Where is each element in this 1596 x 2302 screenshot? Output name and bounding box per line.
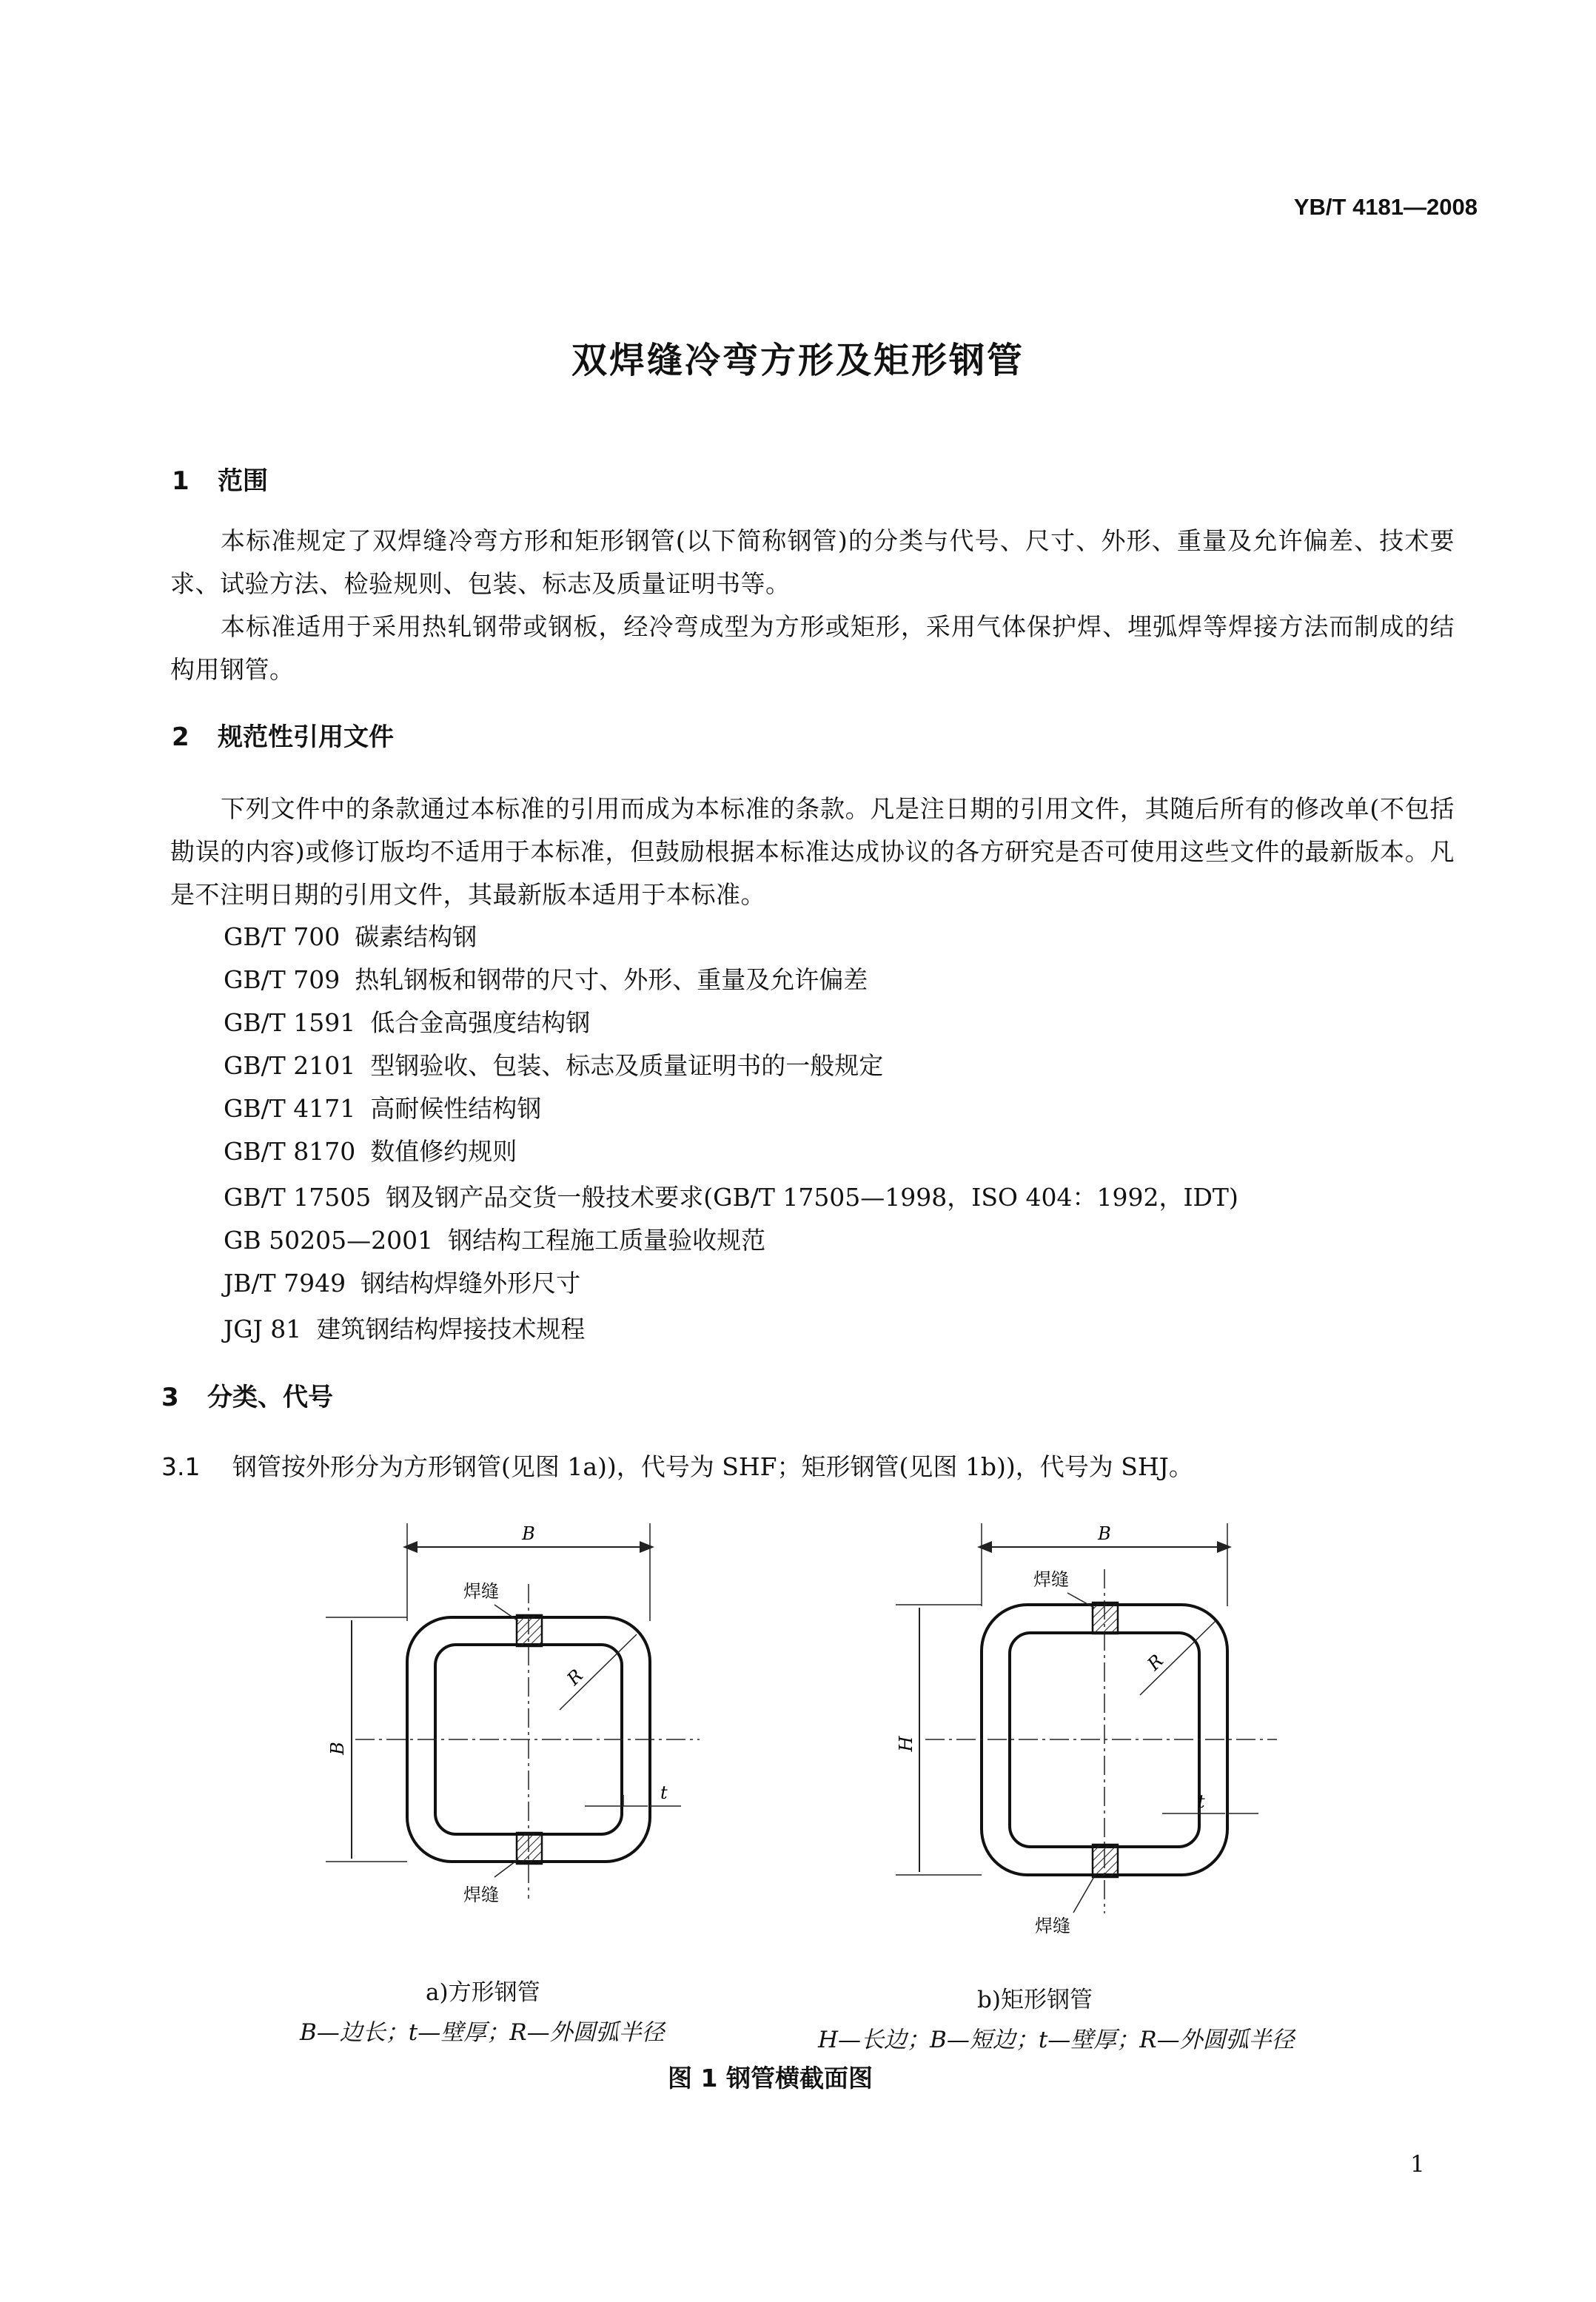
reference-code: GB 50205—2001 [224,1226,434,1255]
radius-label: R [1143,1650,1168,1675]
document-title: 双焊缝冷弯方形及矩形钢管 [571,340,1025,381]
thickness-label: t [1198,1791,1205,1812]
figure-1b-caption: b)矩形钢管 [977,1987,1093,2013]
figure-1a-caption: a)方形钢管 [426,1979,540,2006]
reference-item [224,918,477,953]
reference-item [224,1004,590,1038]
reference-title: 低合金高强度结构钢 [370,1008,591,1037]
reference-code: GB/T 17505 [224,1183,372,1212]
clause-text: 钢管按外形分为方形钢管(见图 1a))，代号为 SHF；矩形钢管(见图 1b))，代号为 SHJ。 [232,1452,1193,1481]
reference-code: GB/T 700 [224,922,341,951]
reference-title: 建筑钢结构焊接技术规程 [316,1315,586,1343]
reference-title: 碳素结构钢 [355,922,477,951]
reference-title: 热轧钢板和钢带的尺寸、外形、重量及允许偏差 [355,965,868,994]
figure-1a-square-tube [296,1510,711,1925]
section-number: 1 [172,466,190,496]
section-1-paragraph-1: 本标准规定了双焊缝冷弯方形和矩形钢管(以下简称钢管)的分类与代号、尺寸、外形、重量及允许偏差、技术要求、试验方法、检验规则、包装、标志及质量证明书等。 [170,526,1455,598]
page-number: 1 [1410,2151,1425,2178]
reference-item [224,1310,585,1345]
reference-item [224,1090,541,1124]
reference-title: 钢结构焊缝外形尺寸 [361,1269,581,1298]
section-title: 范围 [218,466,268,496]
reference-item [224,1047,883,1081]
section-1-paragraph-2: 本标准适用于采用热轧钢带或钢板，经冷弯成型为方形或矩形，采用气体保护焊、埋弧焊等焊接方法而制成的结构用钢管。 [170,612,1455,684]
reference-code: GB/T 8170 [224,1137,356,1166]
reference-code: JB/T 7949 [224,1269,346,1298]
weld-label-bottom: 焊缝 [463,1885,499,1905]
reference-item [224,1178,1238,1213]
weld-block-top [1093,1603,1118,1634]
reference-item [224,1264,580,1299]
reference-item [224,1132,517,1167]
reference-title: 数值修约规则 [370,1137,517,1166]
dimension-label-height: B [327,1742,348,1755]
reference-code: JGJ 81 [224,1315,302,1343]
section-number: 3 [161,1383,179,1412]
figure-1b-rectangular-tube [874,1510,1288,1936]
dimension-label-width: B [522,1523,535,1544]
weld-block-bottom [517,1833,542,1864]
weld-block-bottom [1093,1845,1118,1877]
section-3-heading [161,1377,333,1413]
standard-code: YB/T 4181—2008 [1293,194,1478,220]
weld-block-top [517,1615,542,1646]
reference-item [224,1221,765,1256]
dimension-label-width: B [1098,1523,1111,1544]
figure-1b-legend: H—长边；B—短边；t—壁厚；R—外圆弧半径 [818,2027,1295,2053]
reference-title: 高耐候性结构钢 [370,1094,542,1123]
section-number: 2 [172,722,190,752]
thickness-label: t [660,1782,668,1803]
section-1-heading [172,460,268,497]
section-title: 规范性引用文件 [218,722,394,752]
figure-1a-legend: B—边长；t—壁厚；R—外圆弧半径 [300,2019,665,2046]
reference-code: GB/T 2101 [224,1051,356,1080]
reference-title: 型钢验收、包装、标志及质量证明书的一般规定 [370,1051,884,1080]
reference-title: 钢结构工程施工质量验收规范 [448,1226,766,1255]
section-title: 分类、代号 [207,1383,333,1412]
reference-code: GB/T 1591 [224,1008,356,1037]
dimension-label-height: H [896,1736,916,1752]
weld-label-bottom: 焊缝 [1035,1916,1070,1936]
weld-label-top: 焊缝 [463,1581,499,1602]
reference-title: 钢及钢产品交货一般技术要求(GB/T 17505—1998，ISO 404：1992，IDT) [386,1183,1238,1212]
section-2-paragraph: 下列文件中的条款通过本标准的引用而成为本标准的条款。凡是注日期的引用文件，其随后所有的修改单(不包括勘误的内容)或修订版均不适用于本标准，但鼓励根据本标准达成协议的各方研究是否可使用这些文件的最新版本。凡是不注明日期的引用文件，其最新版本适用于本标准。 [170,794,1455,909]
reference-item [224,961,868,996]
clause-3-1 [161,1448,1193,1483]
section-2-heading [172,717,394,753]
radius-label: R [563,1665,588,1690]
clause-number: 3.1 [161,1452,201,1481]
figure-title: 图 1 钢管横截面图 [668,2064,873,2093]
weld-label-top: 焊缝 [1033,1569,1069,1590]
reference-code: GB/T 4171 [224,1094,356,1123]
reference-code: GB/T 709 [224,965,341,994]
